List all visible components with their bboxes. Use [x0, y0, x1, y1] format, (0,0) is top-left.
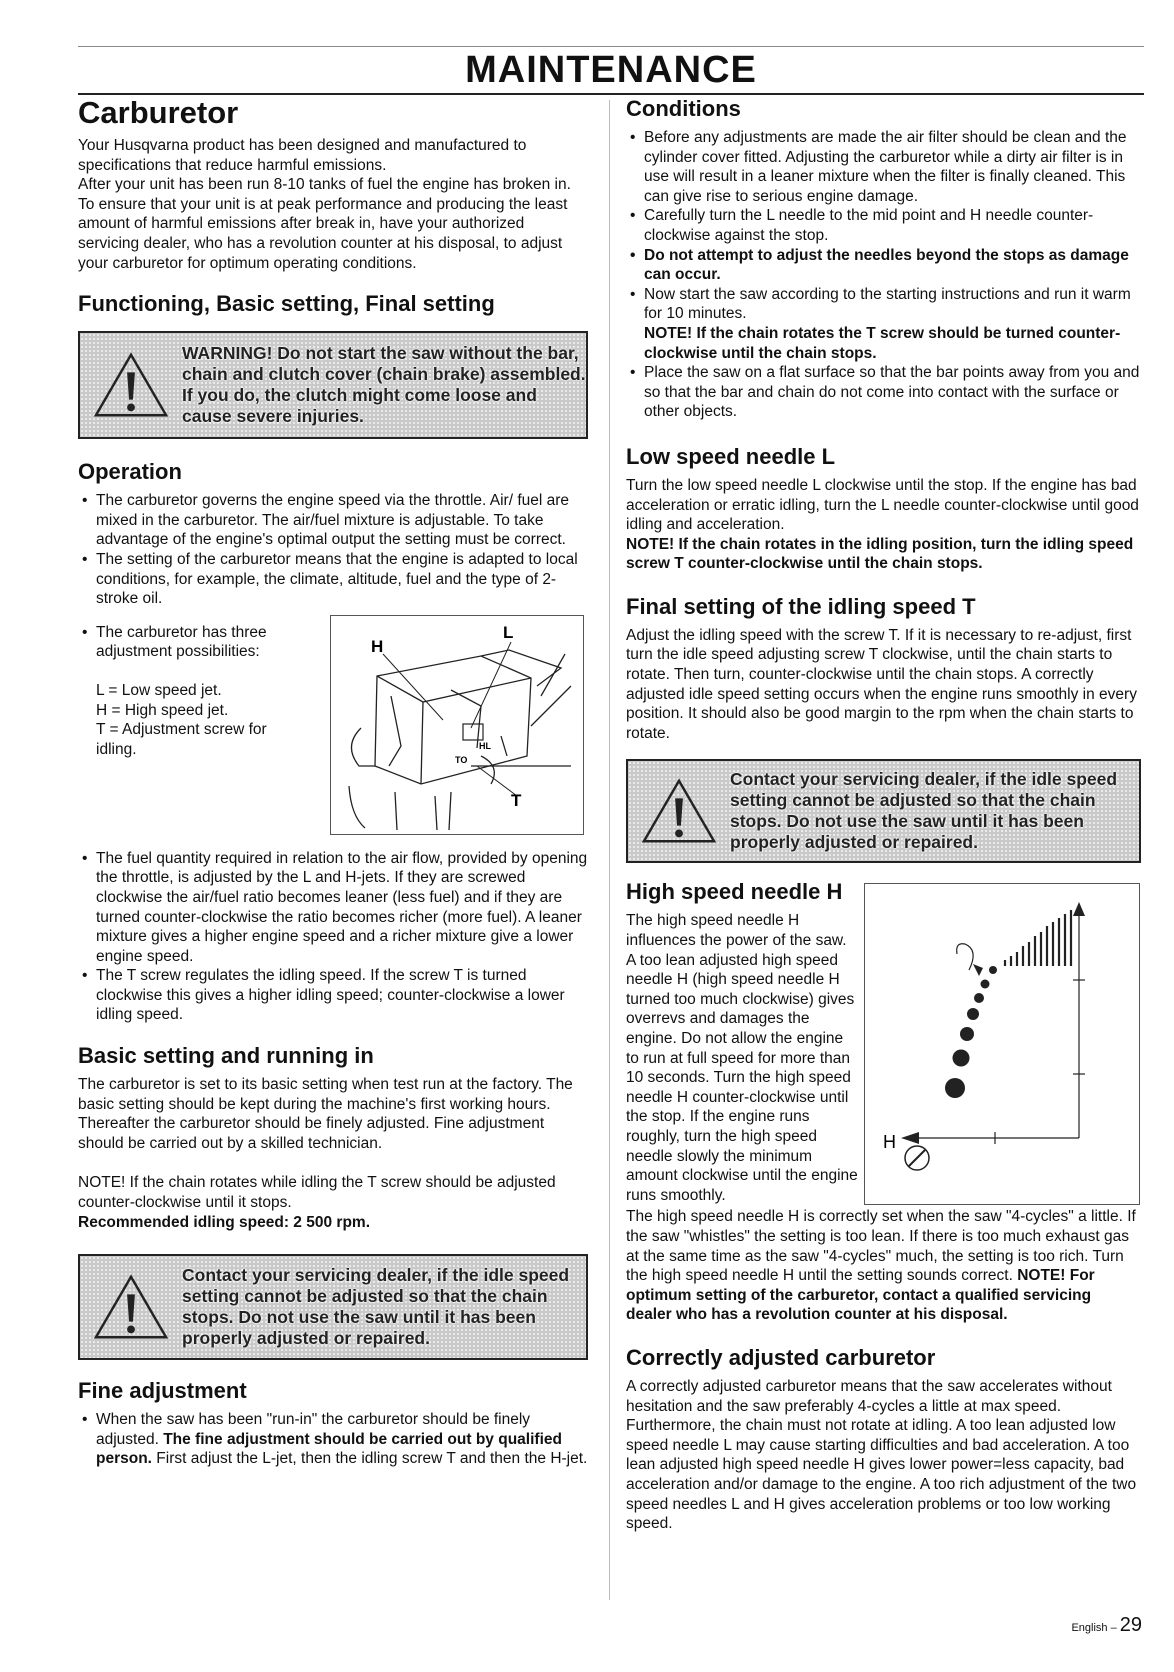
- conditions-bullet: • Place the saw on a flat surface so that the bar points away from you and so that the bar and chain do not come into contact with the surface or other objects.: [626, 363, 1141, 422]
- warning-text: WARNING! Do not start the saw without the bar, chain and clutch cover (chain brake) assembled. If you do, the clutch might come loose and cause severe injuries.: [182, 343, 586, 427]
- legend-high-jet: H = High speed jet.: [96, 701, 229, 719]
- needle-setting-illustration: [865, 884, 1139, 1204]
- functioning-section: [78, 291, 588, 439]
- warning-box: [78, 331, 588, 439]
- fine-adjustment-heading: Fine adjustment: [78, 1378, 247, 1404]
- needle-figure-label-h: H: [883, 1132, 896, 1153]
- high-speed-needle-figure: [864, 883, 1140, 1205]
- conditions-section: [626, 96, 1141, 422]
- warning-box: [78, 1254, 588, 1360]
- fine-adjustment-section: [78, 1378, 588, 1469]
- operation-section: [78, 459, 588, 1025]
- figure-label-hl: HL: [479, 740, 491, 751]
- warning-box: [626, 759, 1141, 863]
- footer-language: English –: [1071, 1622, 1120, 1634]
- carburetor-break-in: After your unit has been run 8-10 tanks of fuel the engine has broken in. To ensure that your unit is at peak performance and producing the least amount of harmful emissions after break in, have your authorized servicing dealer, who has a revolution counter at his disposal, to adjust your carburetor for optimum operating conditions.: [78, 176, 571, 272]
- operation-bullet: • The carburetor has three adjustment possibilities:: [78, 623, 303, 662]
- carburetor-figure-row: [78, 623, 588, 849]
- operation-heading: Operation: [78, 459, 182, 485]
- warning-text: Contact your servicing dealer, if the idle speed setting cannot be adjusted so that the chain stops. Do not use the saw until it has been properly adjusted or repaired.: [182, 1265, 570, 1349]
- basic-setting-note: NOTE! If the chain rotates while idling the T screw should be adjusted counter-clockwise until it stops.: [78, 1174, 556, 1212]
- page-footer: [1071, 1614, 1142, 1637]
- left-column: [78, 96, 588, 1469]
- low-speed-heading: Low speed needle L: [626, 443, 836, 469]
- conditions-bullet: • Now start the saw according to the starting instructions and run it warm for 10 minutes. NOTE! If the chain rotates the T screw should be turned counter-clockwise until the chain stops.: [626, 285, 1141, 363]
- high-speed-text-block: [626, 879, 858, 1205]
- column-divider: [609, 100, 610, 1600]
- carburetor-heading: Carburetor: [78, 95, 239, 130]
- high-speed-heading: High speed needle H: [626, 879, 843, 905]
- final-setting-heading: Final setting of the idling speed T: [626, 593, 976, 619]
- correctly-adjusted-section: [626, 1345, 1141, 1534]
- fine-adjustment-bullet: • When the saw has been "run-in" the carburetor should be finely adjusted. The fine adjustment should be carried out by qualified person. First adjust the L-jet, then the idling screw T and then the H-jet.: [78, 1410, 588, 1469]
- correctly-adjusted-heading: Correctly adjusted carburetor: [626, 1345, 936, 1370]
- low-speed-section: [626, 444, 1141, 574]
- basic-setting-section: [78, 1043, 588, 1360]
- high-speed-correct-setting: The high speed needle H is correctly set when the saw "4-cycles" a little. If the saw "whistles" the setting is too lean. If there is too much exhaust gas at the same time as the saw "4-cycles" much, the setting is too rich. Turn the high speed needle H until the setting sounds correct. NOTE! For optimum setting of the carburetor, contact a qualified servicing dealer who has a revolution counter at his disposal.: [626, 1208, 1136, 1324]
- final-setting-section: [626, 594, 1141, 864]
- operation-bullet: • The fuel quantity required in relation to the air flow, provided by opening the throttle, is adjusted by the L and H-jets. If they are screwed clockwise the air/fuel ratio becomes leaner (less fuel) and if they are turned counter-clockwise the ratio becomes richer (more fuel). A leaner mixture gives a higher engine speed and a richer mixture give a lower engine speed.: [78, 849, 588, 967]
- figure-label-t: T: [511, 790, 522, 810]
- warning-text: Contact your servicing dealer, if the idle speed setting cannot be adjusted so that the chain stops. Do not use the saw until it has been properly adjusted or repaired.: [730, 769, 1118, 853]
- low-speed-note: NOTE! If the chain rotates in the idling position, turn the idling speed screw T counter-clockwise until the chain stops.: [626, 535, 1134, 573]
- carburetor-adjustment-illustration: [331, 616, 583, 834]
- functioning-heading: Functioning, Basic setting, Final setting: [78, 291, 495, 317]
- top-rule: [78, 46, 1144, 47]
- operation-bullet: • The T screw regulates the idling speed. If the screw T is turned clockwise this gives a higher idling speed; counter-clockwise a lower idling speed.: [78, 966, 588, 1025]
- conditions-heading: Conditions: [626, 96, 741, 121]
- jet-legend: [78, 681, 306, 759]
- conditions-bullet: • Carefully turn the L needle to the mid point and H needle counter-clockwise against the stop.: [626, 206, 1141, 245]
- figure-label-to: TO: [455, 754, 468, 765]
- carburetor-intro: Your Husqvarna product has been designed and manufactured to specifications that reduce harmful emissions.: [78, 137, 527, 174]
- conditions-bullet: • Before any adjustments are made the air filter should be clean and the cylinder cover fitted. Adjusting the carburetor while a dirty air filter is in use will result in a leaner mixture when the filter is finally cleaned. This can give rise to serious engine damage.: [626, 128, 1141, 206]
- legend-low-jet: L = Low speed jet.: [96, 681, 222, 699]
- high-speed-section: [626, 879, 1141, 1325]
- figure-label-l: L: [503, 622, 514, 642]
- right-column: [626, 96, 1141, 1534]
- carburetor-figure: [330, 615, 584, 835]
- legend-idle-screw: T = Adjustment screw for idling.: [96, 721, 267, 758]
- final-setting-text: Adjust the idling speed with the screw T. If it is necessary to re-adjust, first turn the idle speed adjusting screw T clockwise, until the chain starts to rotate. Then turn, counter-clockwise until the chain stops. A correctly adjusted idle speed setting occurs when the engine runs smoothly in every position. It should also be good margin to the rpm when the chain starts to rotate.: [626, 626, 1137, 742]
- basic-setting-heading: Basic setting and running in: [78, 1043, 374, 1069]
- operation-bullet: • The setting of the carburetor means that the engine is adapted to local conditions, for example, the climate, altitude, fuel and the type of 2-stroke oil.: [78, 550, 588, 609]
- high-speed-figure-row: [626, 879, 1141, 1219]
- warning-triangle-icon: [92, 350, 170, 420]
- high-speed-text: The high speed needle H influences the power of the saw. A too lean adjusted high speed needle H (high speed needle H turned too much clockwise) gives overrevs and damages the engine. Do not allow the engine to run at full speed for more than 10 seconds. Turn the high speed needle H counter-clockwise until the stop. If the engine runs roughly, turn the high speed needle slowly the minimum amount clockwise until the engine runs smoothly.: [626, 912, 858, 1204]
- page-number: 29: [1119, 1614, 1142, 1636]
- conditions-bullet: • Do not attempt to adjust the needles beyond the stops as damage can occur.: [626, 246, 1141, 285]
- basic-setting-text: The carburetor is set to its basic setting when test run at the factory. The basic setting should be kept during the machine's first working hours. Thereafter the carburetor should be finely adjusted. Fine adjustment should be carried out by a skilled technician.: [78, 1076, 573, 1152]
- correctly-adjusted-text: A correctly adjusted carburetor means that the saw accelerates without hesitation and the saw preferably 4-cycles a little at max speed. Furthermore, the chain must not rotate at idling. A too lean adjusted low speed needle L may cause starting difficulties and bad acceleration. A too lean adjusted high speed needle H gives lower power=less capacity, bad acceleration and/or damage to the engine. A too rich adjustment of the two speed needles L and H gives acceleration problems or too low working speed.: [626, 1378, 1137, 1533]
- low-speed-text: Turn the low speed needle L clockwise until the stop. If the engine has bad acceleration or erratic idling, turn the L needle counter-clockwise until good idling and acceleration.: [626, 476, 1139, 534]
- recommended-idling-speed: Recommended idling speed: 2 500 rpm.: [78, 1213, 370, 1231]
- carburetor-section: [78, 96, 588, 273]
- warning-triangle-icon: [92, 1272, 170, 1342]
- page-title: MAINTENANCE: [465, 49, 757, 91]
- warning-triangle-icon: [640, 776, 718, 846]
- operation-bullet: • The carburetor governs the engine speed via the throttle. Air/ fuel are mixed in the carburetor. The air/fuel mixture is adjustable. To take advantage of the engine's optimal output the setting must be correct.: [78, 491, 588, 550]
- figure-label-h: H: [371, 636, 384, 656]
